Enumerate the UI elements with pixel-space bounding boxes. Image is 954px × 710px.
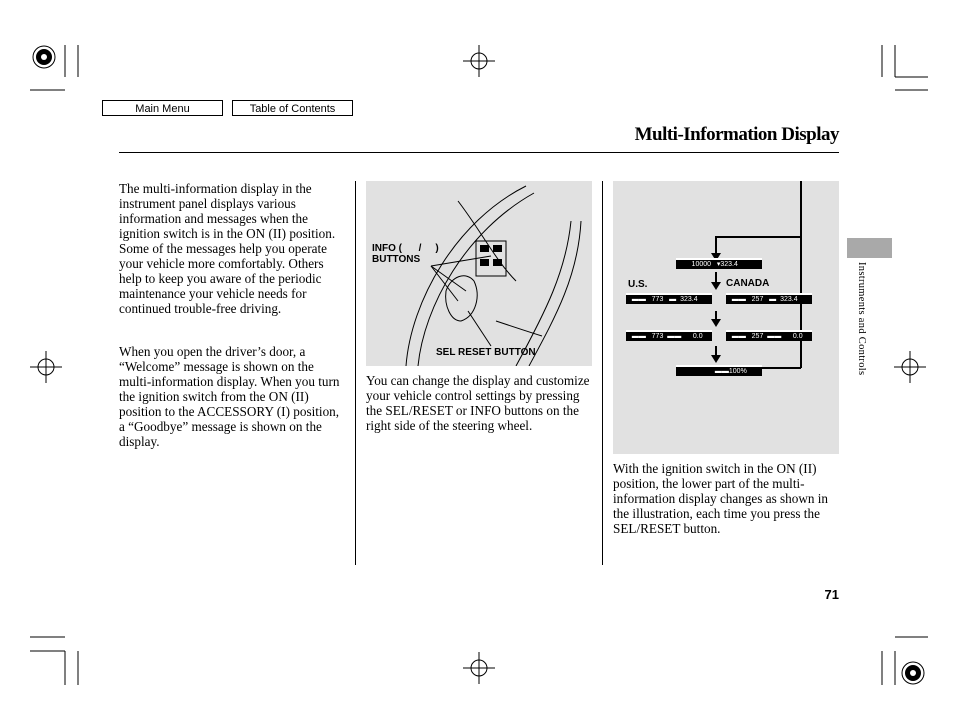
title-rule bbox=[119, 152, 839, 153]
section-tab-label: Instruments and Controls bbox=[856, 262, 867, 376]
sequence-paragraph: With the ignition switch in the ON (II) position, the lower part of the multi-information display changes as shown in the illustration, each time you press the SEL/RESET button. bbox=[613, 461, 828, 536]
display-canada-trip-b: ▬▬ 257 ▬▬ 0.0 bbox=[726, 330, 812, 341]
display-canada-trip: ▬▬ 257 ▬ 323.4 bbox=[726, 293, 812, 304]
display-us-trip-b: ▬▬ 773 ▬▬ 0.0 bbox=[626, 330, 712, 341]
info-buttons-label: INFO ( / ) BUTTONS bbox=[372, 243, 439, 265]
canada-label: CANADA bbox=[726, 278, 770, 289]
table-of-contents-button[interactable]: Table of Contents bbox=[232, 100, 353, 116]
column-divider-2 bbox=[602, 181, 603, 565]
steering-wheel-figure bbox=[366, 181, 592, 366]
sel-reset-button-label: SEL RESET BUTTON bbox=[436, 347, 536, 358]
main-menu-button[interactable]: Main Menu bbox=[102, 100, 223, 116]
controls-paragraph: You can change the display and customize your vehicle control settings by pressing the SEL/RESET or INFO buttons on the right side of the steering wheel. bbox=[366, 373, 590, 433]
display-us-trip: ▬▬ 773 ▬ 323.4 bbox=[626, 293, 712, 304]
intro-paragraph: The multi-information display in the instrument panel displays various information and messages when the ignition switch is in the ON (II) position. Some of the messages help you operate your vehicle more comfortably. Others help to keep you aware of the periodic maintenance your vehicle needs for continued trouble-free driving. bbox=[119, 181, 336, 316]
column-divider-1 bbox=[355, 181, 356, 565]
page-title: Multi-Information Display bbox=[634, 124, 839, 145]
section-tab[interactable] bbox=[847, 238, 892, 258]
page-number: 71 bbox=[824, 587, 839, 602]
welcome-paragraph: When you open the driver’s door, a “Welcome” message is shown on the multi-information display. When you turn the ignition switch from the ON (II) position to the ACCESSORY (I) position, a “Goodbye” message is shown on the display. bbox=[119, 344, 340, 449]
display-oil-life: ▬▬100% bbox=[676, 365, 762, 376]
display-sequence-figure bbox=[613, 181, 839, 454]
display-odometer: 10000 ▾323.4 bbox=[676, 258, 762, 269]
steering-wheel-illustration bbox=[366, 181, 592, 366]
us-label: U.S. bbox=[628, 279, 648, 290]
sequence-arrows bbox=[613, 181, 839, 454]
